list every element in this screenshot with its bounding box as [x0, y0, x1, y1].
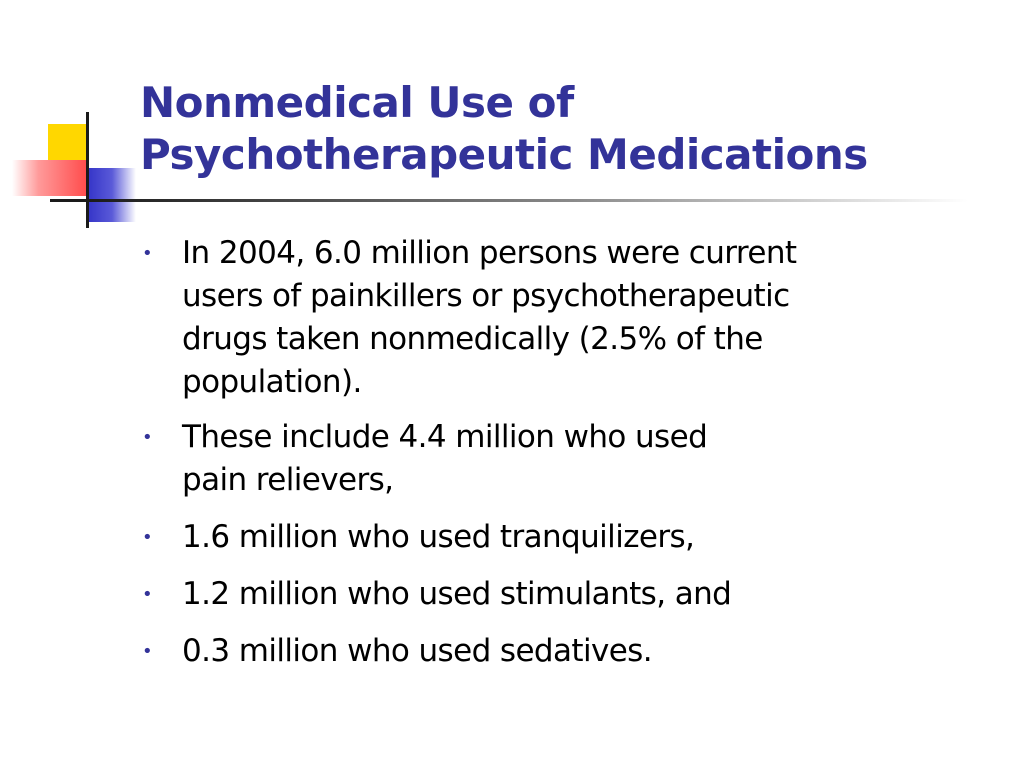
bullet-text-line: pain relievers, [182, 462, 394, 498]
bullet-list [140, 232, 960, 673]
decorative-squares-logo [0, 0, 150, 240]
bullet-dot-icon: • [142, 527, 153, 548]
bullet-text-line: 1.6 million who used tranquilizers, [182, 519, 695, 555]
title-underline [88, 199, 968, 202]
bullet-text-line: 1.2 million who used stimulants, and [182, 576, 732, 612]
bullet-item [140, 416, 960, 502]
bullet-item [140, 630, 960, 673]
bullet-text-line: population). [182, 364, 362, 400]
bullet-dot-icon: • [142, 243, 153, 264]
bullet-dot-icon: • [142, 427, 153, 448]
blue-square [88, 168, 136, 222]
bullet-dot-icon: • [142, 584, 153, 605]
vertical-line [86, 112, 89, 228]
title-line-1: Nonmedical Use of [140, 78, 574, 127]
slide-title [140, 77, 868, 181]
bullet-item [140, 573, 960, 616]
bullet-text-line: These include 4.4 million who used [182, 419, 708, 455]
red-square [12, 160, 88, 196]
bullet-text-line: 0.3 million who used sedatives. [182, 633, 652, 669]
bullet-text-line: In 2004, 6.0 million persons were current [182, 235, 797, 271]
bullet-text-line: users of painkillers or psychotherapeutic [182, 278, 790, 314]
bullet-text-line: drugs taken nonmedically (2.5% of the [182, 321, 763, 357]
bullet-dot-icon: • [142, 641, 153, 662]
title-line-2: Psychotherapeutic Medications [140, 130, 868, 179]
bullet-item [140, 232, 960, 404]
bullet-item [140, 516, 960, 559]
